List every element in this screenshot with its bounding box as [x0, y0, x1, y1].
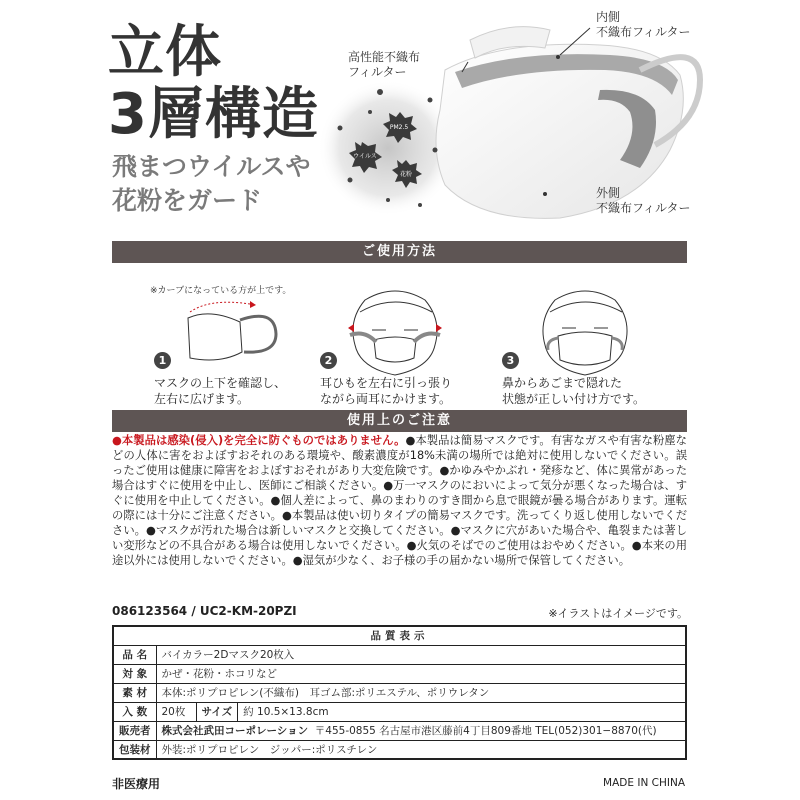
table-row	[113, 645, 686, 664]
row-val-quantity: 20枚	[156, 702, 196, 721]
table-row	[113, 664, 686, 683]
table-row	[113, 683, 686, 702]
step-3-number: 3	[502, 352, 519, 369]
label-outer-filter: 外側 不織布フィルター	[596, 186, 691, 215]
step-1-text: マスクの上下を確認し、 左右に広げます。	[154, 376, 287, 406]
row-key-size: サイズ	[196, 702, 238, 721]
svg-text:PM2.5: PM2.5	[389, 124, 409, 131]
caution-section-bar: 使用上のご注意	[112, 410, 687, 432]
label-inner-filter: 内側 不織布フィルター	[596, 10, 691, 39]
hero-title	[108, 22, 319, 146]
row-val-size: 約 10.5×13.8cm	[238, 702, 686, 721]
hero-subtitle	[112, 150, 311, 218]
usage-section-bar: ご使用方法	[112, 241, 687, 263]
made-in-label: MADE IN CHINA	[603, 777, 685, 789]
step-2-number: 2	[320, 352, 337, 369]
step1-mask-icon	[188, 301, 276, 360]
hero-title-line1: 立体	[108, 20, 222, 85]
row-val-seller	[156, 721, 686, 740]
caution-body: ●本製品は簡易マスクです。有害なガスや有害な粉塵などの人体に害をおよぼすおそれのある環境や、酸素濃度が18%未満の場所では絶対に使用しないでください。誤ったご使用は健康に障害をおよぼすおそれがあり大変危険です。●かゆみやかぶれ・発疹など、体に異常があった場合はすぐに使用を中止し、医師にご相談ください。●万一マスクのにおいによって気分が悪くなった場合は、すぐに使用を中止してください。●個人差によって、鼻のまわりのすき間から息で眼鏡が曇る場合があります。運転の際には十分にご注意ください。●本製品は使い切りタイプの簡易マスクです。洗ってくり返し使用しないでください。●マスクが汚れた場合は新しいマスクと交換してください。●マスクに穴があいた場合や、亀裂または著しい変形などの不具合がある場合は使用しないでください。●火気のそばでのご使用はおやめください。●本来の用途以外には使用しないでください。●湿気が少なく、お子様の手の届かない場所で保管してください。	[112, 434, 687, 567]
hero-section	[0, 0, 800, 238]
row-val-name: バイカラー2Dマスク20枚入	[156, 645, 686, 664]
row-val-target: かぜ・花粉・ホコリなど	[156, 664, 686, 683]
table-row	[113, 721, 686, 740]
row-val-material: 本体:ポリプロピレン(不織布) 耳ゴム部:ポリエステル、ポリウレタン	[156, 683, 686, 702]
step-1-number: 1	[154, 352, 171, 369]
step-2-text: 耳ひもを左右に引っ張り ながら両耳にかけます。	[320, 376, 453, 406]
hero-sub-line1: 飛まつウイルスや	[112, 152, 311, 181]
hero-title-line2: 3層構造	[108, 82, 319, 147]
row-key-packaging: 包装材	[113, 740, 156, 759]
caution-warning-red: ●本製品は感染(侵入)を完全に防ぐものではありません。	[112, 434, 406, 447]
illustration-note: ※イラストはイメージです。	[548, 607, 688, 620]
row-val-packaging: 外装:ポリプロピレン ジッパー:ポリスチレン	[156, 740, 686, 759]
row-key-target: 対 象	[113, 664, 156, 683]
step3-face-icon	[543, 291, 627, 375]
step-3-text: 鼻からあごまで隠れた 状態が正しい付け方です。	[502, 376, 646, 406]
seller-address: 〒455-0855 名古屋市港区藤前4丁目809番地 TEL(052)301−8870(代)	[314, 725, 657, 737]
row-key-name: 品 名	[113, 645, 156, 664]
non-medical-label: 非医療用	[112, 777, 161, 791]
usage-illustrations	[150, 290, 650, 380]
svg-text:花粉: 花粉	[399, 171, 413, 178]
quality-table	[112, 625, 687, 760]
step2-face-icon	[348, 291, 442, 375]
label-high-performance-filter: 高性能不織布 フィルター	[348, 50, 421, 79]
curve-note: ※カーブになっている方が上です。	[150, 286, 292, 296]
caution-text	[112, 433, 687, 599]
product-code: 086123564 / UC2-KM-20PZI	[112, 604, 297, 618]
svg-text:ウイルス: ウイルス	[353, 153, 377, 160]
row-key-seller: 販売者	[113, 721, 156, 740]
table-row	[113, 740, 686, 759]
hero-sub-line2: 花粉をガード	[112, 186, 263, 215]
quality-header: 品質表示	[113, 626, 686, 645]
row-key-quantity: 入 数	[113, 702, 156, 721]
table-row	[113, 626, 686, 645]
row-key-material: 素 材	[113, 683, 156, 702]
seller-brand: 株式会社武田コーポレーション	[161, 725, 309, 737]
table-row	[113, 702, 686, 721]
